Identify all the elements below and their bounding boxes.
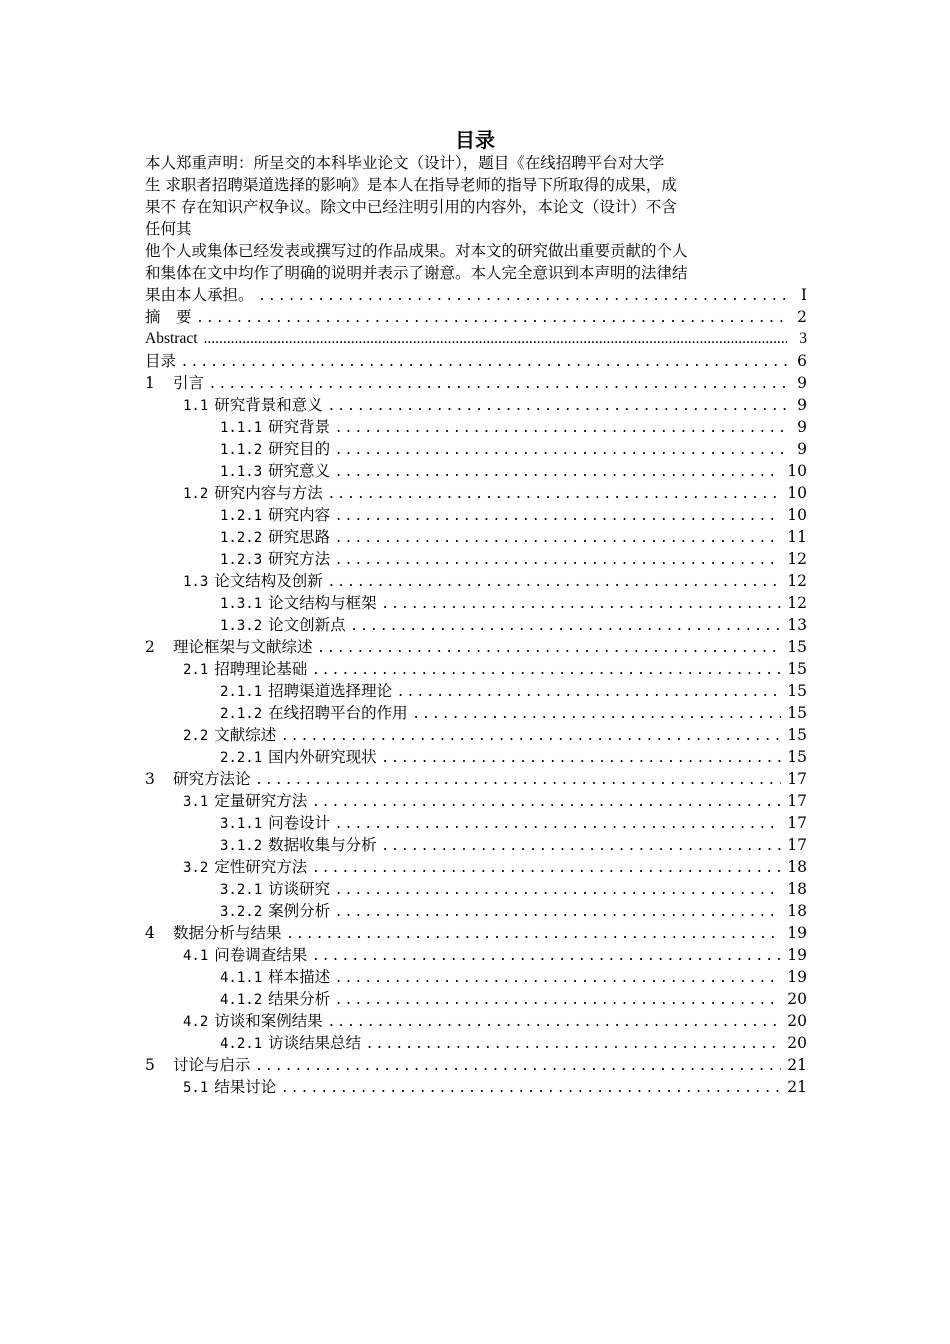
toc-entry[interactable]: [145, 350, 807, 372]
dot-leader: [336, 460, 781, 482]
toc-entry-title: 定量研究方法: [214, 792, 308, 810]
toc-entry-label: [183, 790, 307, 812]
toc-entry-number: 2.1.1: [220, 684, 263, 700]
toc-entry-title: 结果讨论: [214, 1078, 277, 1096]
page-title: 目录: [455, 128, 495, 152]
toc-entry-number: 1.1.2: [220, 442, 263, 458]
toc-entry-number: 4.2: [183, 1014, 209, 1030]
toc-entry-label: [220, 504, 330, 526]
toc-entry-number: 4.1.1: [220, 970, 263, 986]
toc-entry-page: 20: [787, 1012, 807, 1030]
toc-entry-page: 3: [799, 330, 807, 347]
toc-entry-label: [220, 746, 377, 768]
toc-entry[interactable]: [145, 570, 807, 592]
toc-entry-label: [145, 306, 192, 328]
toc-entry-number: 3.2.2: [220, 904, 263, 920]
toc-entry[interactable]: [145, 966, 807, 988]
toc-entry[interactable]: [145, 658, 807, 680]
toc-entry-label: [220, 548, 330, 570]
declaration-line: 本人郑重声明：所呈交的本科毕业论文（设计），题目《在线招聘平台对大学: [145, 154, 665, 172]
toc-entry-title: 摘 要: [145, 308, 192, 326]
dot-leader: [336, 988, 781, 1010]
toc-entry[interactable]: [145, 724, 807, 746]
dot-leader: [313, 944, 781, 966]
toc-entry-title: 招聘渠道选择理论: [268, 682, 393, 700]
toc-entry[interactable]: [145, 790, 807, 812]
toc-entry-title: 招聘理论基础: [214, 660, 308, 678]
toc-entry-title: 研究意义: [268, 462, 331, 480]
toc-entry-page: 12: [787, 550, 807, 568]
toc-entry-page: 15: [787, 638, 807, 656]
toc-entry-page: 9: [797, 374, 807, 392]
toc-entry[interactable]: [145, 900, 807, 922]
toc-entry-label: [220, 680, 392, 702]
toc-entry-number: 2: [145, 638, 155, 656]
toc-entry-label: [183, 570, 323, 592]
toc-entry-title: 数据收集与分析: [268, 836, 377, 854]
toc-entry-label: [145, 372, 204, 394]
toc-entry[interactable]: [145, 944, 807, 966]
dot-leader: [329, 1010, 781, 1032]
dot-leader: [198, 306, 787, 328]
toc-entry[interactable]: [145, 306, 807, 328]
dot-leader: [329, 394, 787, 416]
toc-entry-label: [183, 724, 276, 746]
toc-entry-number: 2.2.1: [220, 750, 263, 766]
toc-entry[interactable]: [145, 614, 807, 636]
toc-entry-page: 19: [787, 946, 807, 964]
toc-entry-page: 12: [787, 572, 807, 590]
dot-leader: [383, 592, 782, 614]
dot-leader: [313, 658, 781, 680]
toc-entry-title: 理论框架与文献综述: [173, 638, 313, 656]
toc-entry[interactable]: [145, 438, 807, 460]
toc-entry-title: 数据分析与结果: [173, 924, 282, 942]
toc-entry-title: 研究内容: [268, 506, 331, 524]
toc-entry-page: 17: [787, 792, 807, 810]
toc-entry-number: 4.1: [183, 948, 209, 964]
toc-entry-title: 在线招聘平台的作用: [268, 704, 408, 722]
toc-entry-page: 15: [787, 660, 807, 678]
toc-entry-page: 6: [797, 352, 807, 370]
toc-entry-page: 18: [787, 880, 807, 898]
toc-entry-title: 研究内容与方法: [214, 484, 323, 502]
toc-list: [145, 306, 807, 1098]
toc-entry-number: 1.2.2: [220, 530, 263, 546]
dot-leader: [336, 812, 781, 834]
toc-entry-number: 3.1.1: [220, 816, 263, 832]
toc-entry-label: [220, 988, 330, 1010]
toc-entry-label: [220, 614, 346, 636]
toc-entry-title: Abstract: [145, 330, 198, 347]
dot-leader: [336, 548, 781, 570]
toc-entry-label: [220, 812, 330, 834]
toc-entry-label: [145, 1054, 251, 1076]
toc-entry-label: [145, 922, 282, 944]
toc-entry-title: 研究方法: [268, 550, 331, 568]
toc-entry-number: 1.3.1: [220, 596, 263, 612]
toc-entry[interactable]: [145, 636, 807, 658]
toc-entry-label: [183, 856, 307, 878]
toc-entry[interactable]: [145, 416, 807, 438]
toc-entry[interactable]: [145, 460, 807, 482]
toc-entry-number: 3.1.2: [220, 838, 263, 854]
dot-leader: [398, 680, 781, 702]
toc-entry-title: 研究目的: [268, 440, 331, 458]
toc-entry-number: 4.2.1: [220, 1036, 263, 1052]
dot-leader: [336, 416, 787, 438]
declaration-line: 生 求职者招聘渠道选择的影响》是本人在指导老师的指导下所取得的成果，成: [145, 176, 677, 194]
declaration-paragraph: [145, 152, 807, 284]
toc-entry-title: 研究背景和意义: [214, 396, 323, 414]
toc-entry-number: 2.2: [183, 728, 209, 744]
toc-entry-page: 9: [797, 418, 807, 436]
toc-entry-number: 1.1: [183, 398, 209, 414]
toc-entry-number: 1.2: [183, 486, 209, 502]
toc-entry-title: 定性研究方法: [214, 858, 308, 876]
toc-entry-page: 17: [787, 770, 807, 788]
toc-entry-title: 果由本人承担。: [145, 286, 254, 304]
toc-entry-number: 5: [145, 1056, 155, 1074]
dot-leader: [210, 372, 787, 394]
toc-entry-number: 2.1.2: [220, 706, 263, 722]
toc-entry-page: 18: [787, 902, 807, 920]
dot-leader: [204, 328, 787, 350]
toc-entry-title: 案例分析: [268, 902, 331, 920]
toc-entry-label: [183, 394, 323, 416]
dot-leader: [367, 1032, 781, 1054]
toc-entry-label: [183, 482, 323, 504]
toc-entry-number: 1.2.1: [220, 508, 263, 524]
dot-leader: [383, 746, 782, 768]
toc-entry-page: 20: [787, 1034, 807, 1052]
toc-entry-title: 论文结构及创新: [214, 572, 323, 590]
dot-leader: [257, 768, 782, 790]
dot-leader: [336, 878, 781, 900]
dot-leader: [336, 504, 781, 526]
toc-entry-label: [220, 1032, 361, 1054]
toc-entry-label: [220, 526, 330, 548]
toc-entry-label: [145, 328, 198, 350]
toc-entry[interactable]: [145, 1076, 807, 1098]
toc-entry-number: 5.1: [183, 1080, 209, 1096]
toc-entry-number: 1.3.2: [220, 618, 263, 634]
toc-entry[interactable]: [145, 878, 807, 900]
toc-entry-page: 21: [787, 1056, 807, 1074]
toc-entry[interactable]: [145, 1010, 807, 1032]
dot-leader: [282, 724, 781, 746]
toc-entry-page: 9: [797, 440, 807, 458]
toc-entry[interactable]: [145, 746, 807, 768]
toc-entry-label: [220, 900, 330, 922]
toc-entry-number: 1.3: [183, 574, 209, 590]
toc-entry-title: 结果分析: [268, 990, 331, 1008]
toc-entry-title: 访谈和案例结果: [214, 1012, 323, 1030]
toc-entry[interactable]: [145, 548, 807, 570]
dot-leader: [313, 856, 781, 878]
toc-entry-page: 10: [787, 484, 807, 502]
toc-entry-label: [183, 1010, 323, 1032]
dot-leader: [313, 790, 781, 812]
dot-leader: [329, 482, 781, 504]
dot-leader: [336, 966, 781, 988]
toc-entry-title: 讨论与启示: [173, 1056, 251, 1074]
toc-entry-label: [220, 702, 408, 724]
toc-entry[interactable]: [145, 1054, 807, 1076]
toc-entry-label: [145, 768, 251, 790]
toc-entry-label: [145, 350, 176, 372]
toc-entry[interactable]: [145, 328, 807, 350]
dot-leader: [257, 1054, 782, 1076]
toc-entry-page: 9: [797, 396, 807, 414]
dot-leader: [182, 350, 787, 372]
toc-entry[interactable]: [145, 702, 807, 724]
toc-entry-page: 20: [787, 990, 807, 1008]
toc-entry-label: [220, 878, 330, 900]
toc-entry-label: [183, 944, 307, 966]
toc-entry-label: [220, 438, 330, 460]
dot-leader: [288, 922, 782, 944]
toc-entry-label: [183, 658, 307, 680]
toc-entry-declaration[interactable]: [145, 284, 807, 306]
toc-entry-title: 论文结构与框架: [268, 594, 377, 612]
toc-entry-page: 15: [787, 726, 807, 744]
dot-leader: [336, 900, 781, 922]
toc-entry[interactable]: [145, 394, 807, 416]
dot-leader: [329, 570, 781, 592]
toc-entry[interactable]: [145, 856, 807, 878]
toc-entry-page: I: [800, 286, 807, 304]
dot-leader: [260, 284, 787, 306]
toc-entry-number: 1.1.1: [220, 420, 263, 436]
toc-entry[interactable]: [145, 526, 807, 548]
toc-entry-page: 19: [787, 968, 807, 986]
toc-entry-title: 研究方法论: [173, 770, 251, 788]
dot-leader: [383, 834, 782, 856]
dot-leader: [282, 1076, 781, 1098]
toc-entry[interactable]: [145, 834, 807, 856]
toc-entry-label: [220, 834, 377, 856]
toc-entry-page: 11: [787, 528, 807, 546]
toc-entry-title: 引言: [173, 374, 205, 392]
toc-entry[interactable]: [145, 482, 807, 504]
toc-entry[interactable]: [145, 812, 807, 834]
toc-entry-title: 访谈结果总结: [268, 1034, 362, 1052]
toc-entry-title: 研究思路: [268, 528, 331, 546]
dot-leader: [319, 636, 782, 658]
toc-entry-page: 17: [787, 836, 807, 854]
dot-leader: [352, 614, 782, 636]
toc-entry[interactable]: [145, 592, 807, 614]
toc-entry-page: 12: [787, 594, 807, 612]
toc-entry-page: 15: [787, 704, 807, 722]
toc-entry-number: 2.1: [183, 662, 209, 678]
declaration-line: 果不 存在知识产权争议。除文中已经注明引用的内容外，本论文（设计）不含: [145, 198, 677, 216]
toc-entry-label: [220, 416, 330, 438]
toc-entry-page: 2: [797, 308, 807, 326]
toc-entry-page: 13: [787, 616, 807, 634]
toc-entry-title: 问卷设计: [268, 814, 331, 832]
toc-entry-title: 研究背景: [268, 418, 331, 436]
toc-entry-page: 10: [787, 462, 807, 480]
toc-entry[interactable]: [145, 504, 807, 526]
toc-entry-number: 4: [145, 924, 155, 942]
toc-entry-title: 样本描述: [268, 968, 331, 986]
toc-entry-page: 17: [787, 814, 807, 832]
toc-entry-number: 1.2.3: [220, 552, 263, 568]
dot-leader: [336, 526, 781, 548]
toc-entry[interactable]: [145, 680, 807, 702]
toc-entry-number: 3.2.1: [220, 882, 263, 898]
toc-entry-label: [220, 966, 330, 988]
toc-entry-label: [220, 592, 377, 614]
toc-entry[interactable]: [145, 988, 807, 1010]
toc-entry-number: 3: [145, 770, 155, 788]
toc-entry-title: 国内外研究现状: [268, 748, 377, 766]
declaration-line: 任何其: [145, 220, 192, 238]
toc-entry-label: [220, 460, 330, 482]
toc-content: [145, 152, 807, 1098]
toc-entry-number: 3.2: [183, 860, 209, 876]
toc-entry-number: 1.1.3: [220, 464, 263, 480]
toc-entry-number: 4.1.2: [220, 992, 263, 1008]
toc-entry-page: 21: [787, 1078, 807, 1096]
toc-entry-page: 15: [787, 748, 807, 766]
toc-entry-label: [183, 1076, 276, 1098]
toc-entry[interactable]: [145, 768, 807, 790]
toc-entry-page: 18: [787, 858, 807, 876]
toc-entry-page: 10: [787, 506, 807, 524]
toc-entry-title: 目录: [145, 352, 177, 370]
dot-leader: [414, 702, 782, 724]
toc-entry-title: 访谈研究: [268, 880, 331, 898]
toc-entry-page: 15: [787, 682, 807, 700]
toc-entry-number: 3.1: [183, 794, 209, 810]
declaration-line: 他个人或集体已经发表或撰写过的作品成果。对本文的研究做出重要贡献的个人: [145, 242, 688, 260]
toc-entry[interactable]: [145, 922, 807, 944]
toc-entry[interactable]: [145, 1032, 807, 1054]
toc-entry-page: 19: [787, 924, 807, 942]
toc-entry-title: 文献综述: [214, 726, 277, 744]
toc-entry-number: 1: [145, 374, 155, 392]
toc-entry-title: 论文创新点: [268, 616, 346, 634]
toc-entry[interactable]: [145, 372, 807, 394]
toc-entry-title: 问卷调查结果: [214, 946, 308, 964]
dot-leader: [336, 438, 787, 460]
declaration-line: 和集体在文中均作了明确的说明并表示了谢意。本人完全意识到本声明的法律结: [145, 264, 688, 282]
toc-entry-label: [145, 636, 313, 658]
